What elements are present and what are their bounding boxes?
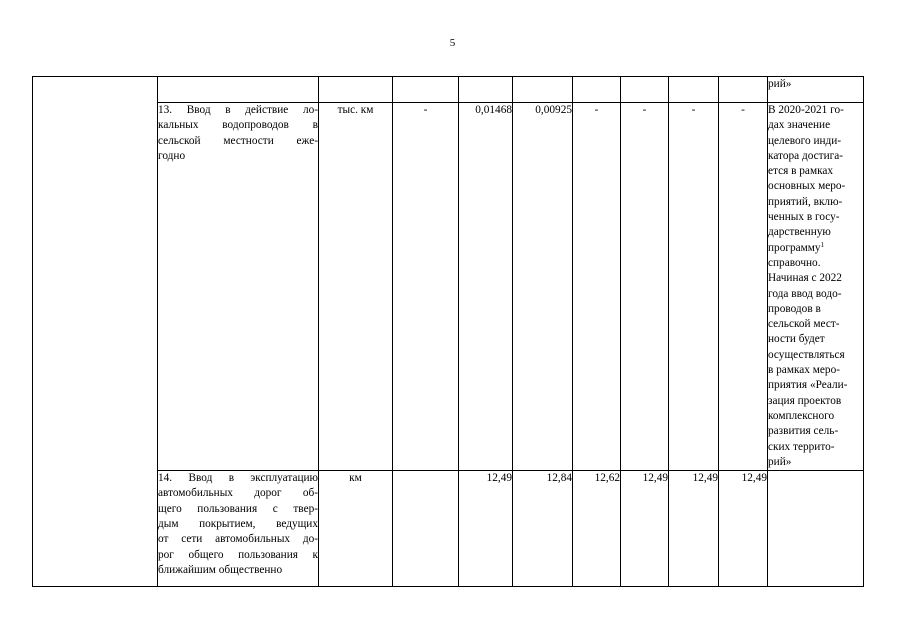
base-value-cell: - <box>393 103 459 471</box>
note-line: В 2020-2021 го- <box>768 104 844 116</box>
note-text: программу <box>768 241 821 254</box>
note-line: Начиная с 2022 <box>768 272 842 285</box>
table-row-14 <box>33 471 864 587</box>
unit-cell: км <box>319 471 393 587</box>
note-line: ских террито- <box>768 440 835 453</box>
value-cell: - <box>669 103 719 471</box>
note-line: сельской мест- <box>768 318 840 331</box>
note-line: дарственную <box>768 226 831 239</box>
value-cell: - <box>573 103 621 471</box>
note-line: ченных в госу- <box>768 211 840 224</box>
value-cell: 12,49 <box>621 471 669 587</box>
note-line: года ввод водо- <box>768 287 842 300</box>
note-line: осуществляться <box>768 348 845 361</box>
indicator-line: рог общего пользования к <box>158 548 318 561</box>
value-cell: 12,49 <box>669 471 719 587</box>
note-line: катора достига- <box>768 149 844 162</box>
note-line: справочно. <box>768 256 821 269</box>
note-line: в рамках меро- <box>768 364 840 377</box>
value-cell: 12,62 <box>573 471 621 587</box>
carry-over-row <box>33 77 864 103</box>
page-number: 5 <box>449 37 456 49</box>
note-line: рий» <box>768 455 792 468</box>
note-line: комплексного <box>768 409 835 422</box>
note-cell <box>768 77 864 103</box>
note-line: приятия «Реали- <box>768 379 848 392</box>
note-line: зация проектов <box>768 394 842 407</box>
value-cell: 0,01468 <box>459 103 513 471</box>
indicator-cell <box>158 471 319 587</box>
value-cell: 12,49 <box>719 471 768 587</box>
note-line: основных меро- <box>768 180 846 193</box>
value-cell: 12,84 <box>513 471 573 587</box>
indicator-line: от сети автомобильных до- <box>158 533 318 546</box>
indicator-line: сельской местности еже- <box>158 134 318 147</box>
indicator-line: ближайшим общественно <box>158 563 283 576</box>
note-line: рий» <box>768 78 792 90</box>
indicator-line: щего пользования с твер- <box>158 502 318 515</box>
indicator-line: кальных водопроводов в <box>158 119 318 132</box>
indicator-line: 13. Ввод в действие ло- <box>158 104 318 116</box>
base-value-cell <box>393 471 459 587</box>
indicator-cell <box>158 103 319 471</box>
value-cell: 0,00925 <box>513 103 573 471</box>
indicator-line: годно <box>158 149 186 162</box>
note-cell <box>768 471 864 587</box>
note-line <box>768 241 863 256</box>
value-cell: - <box>719 103 768 471</box>
indicator-line: дым покрытием, ведущих <box>158 518 318 531</box>
note-line: целевого инди- <box>768 134 842 147</box>
footnote-mark: 1 <box>820 240 825 249</box>
note-line: дах значение <box>768 119 831 132</box>
note-line: приятий, вклю- <box>768 195 843 208</box>
indicator-line: 14. Ввод в эксплуатацию <box>158 472 318 485</box>
value-cell: 12,49 <box>459 471 513 587</box>
value-cell: - <box>621 103 669 471</box>
unit-cell: тыс. км <box>319 103 393 471</box>
note-line: развития сель- <box>768 425 839 438</box>
note-cell <box>768 103 864 471</box>
note-line: ется в рамках <box>768 165 834 178</box>
section-cell <box>33 77 158 587</box>
note-line: ности будет <box>768 333 825 346</box>
note-line: проводов в <box>768 302 821 315</box>
table-row-13 <box>33 103 864 471</box>
indicator-line: автомобильных дорог об- <box>158 487 318 500</box>
indicators-table <box>32 76 864 587</box>
